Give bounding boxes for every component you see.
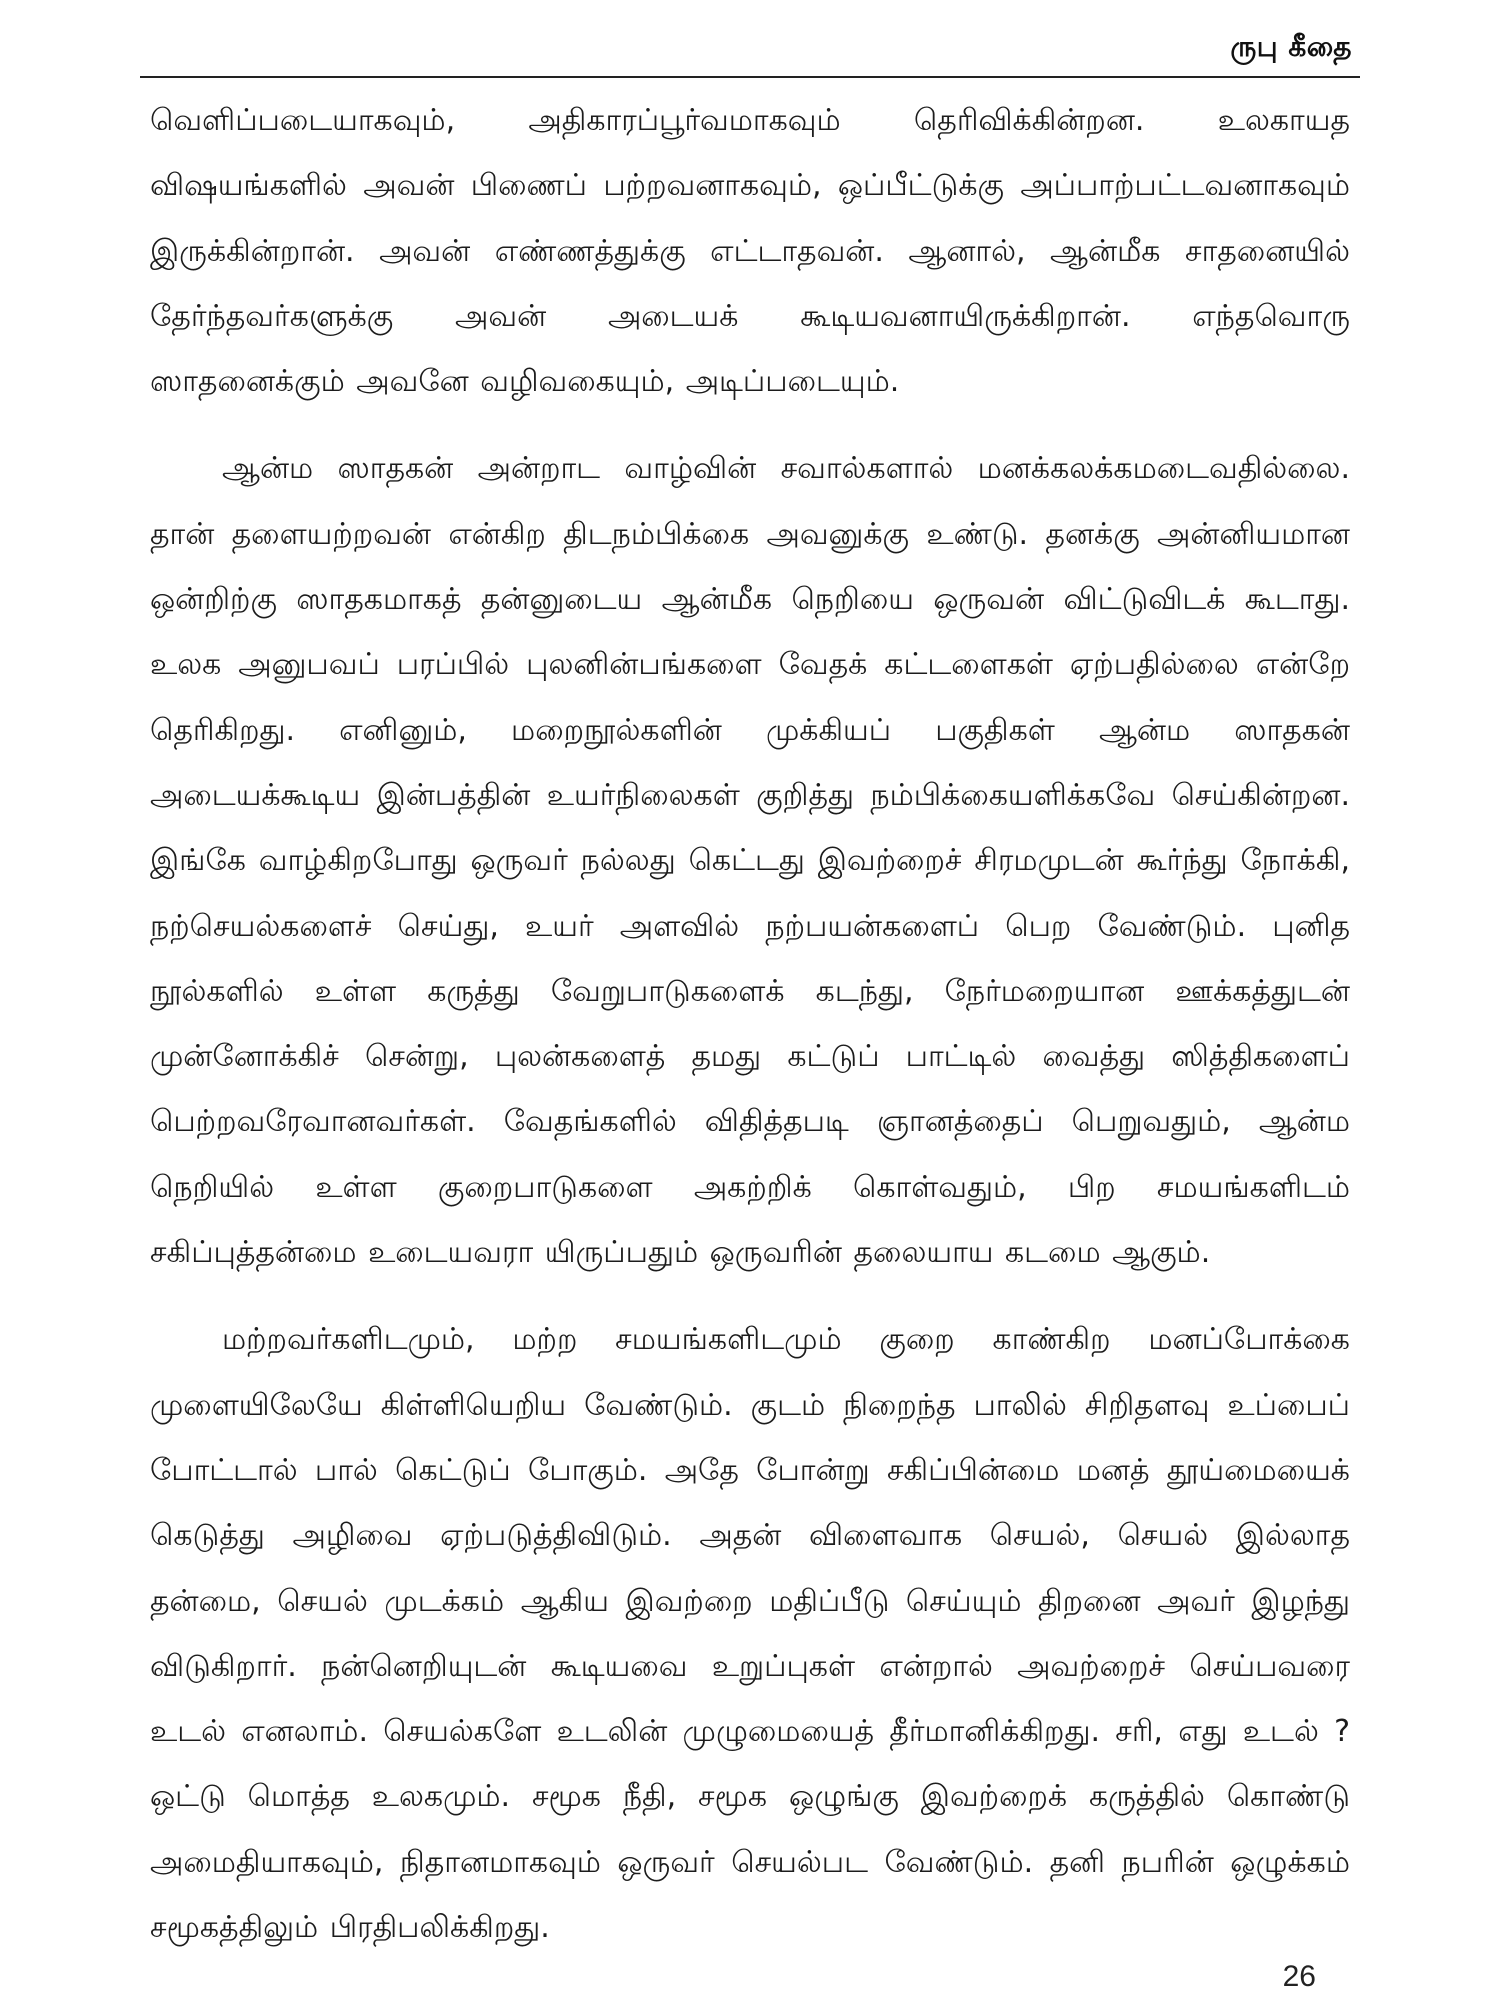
- paragraph-continuation: வெளிப்படையாகவும், அதிகாரப்பூர்வமாகவும் தெரிவிக்கின்றன. உலகாயத விஷயங்களில் அவன் பிணைப் பற்றவனாகவும், ஒப்பீட்டுக்கு அப்பாற்பட்டவனாகவும் இருக்கின்றான். அவன் எண்ணத்துக்கு எட்டாதவன். ஆனால், ஆன்மீக சாதனையில் தேர்ந்தவர்களுக்கு அவன் அடையக் கூடியவனாயிருக்கிறான். எந்தவொரு ஸாதனைக்கும் அவனே வழிவகையும், அடிப்படையும்.: [150, 103, 1350, 400]
- body-text: [150, 88, 1350, 1960]
- header-rule: [140, 76, 1360, 78]
- page-number: 26: [1282, 1960, 1316, 1993]
- paragraph-tolerance: மற்றவர்களிடமும், மற்ற சமயங்களிடமும் குறை காண்கிற மனப்போக்கை முளையிலேயே கிள்ளியெறிய வேண்டும். குடம் நிறைந்த பாலில் சிறிதளவு உப்பைப் போட்டால் பால் கெட்டுப் போகும். அதே போன்று சகிப்பின்மை மனத் தூய்மையைக் கெடுத்து அழிவை ஏற்படுத்திவிடும். அதன் விளைவாக செயல், செயல் இல்லாத தன்மை, செயல் முடக்கம் ஆகிய இவற்றை மதிப்பீடு செய்யும் திறனை அவர் இழந்து விடுகிறார். நன்னெறியுடன் கூடியவை உறுப்புகள் என்றால் அவற்றைச் செய்பவரை உடல் எனலாம். செயல்களே உடலின் முழுமையைத் தீர்மானிக்கிறது. சரி, எது உடல் ? ஒட்டு மொத்த உலகமும். சமூக நீதி, சமூக ஒழுங்கு இவற்றைக் கருத்தில் கொண்டு அமைதியாகவும், நிதானமாகவும் ஒருவர் செயல்பட வேண்டும். தனி நபரின் ஒழுக்கம் சமூகத்திலும் பிரதிபலிக்கிறது.: [150, 1322, 1350, 1946]
- paragraph-spiritual-seeker: ஆன்ம ஸாதகன் அன்றாட வாழ்வின் சவால்களால் மனக்கலக்கமடைவதில்லை. தான் தளையற்றவன் என்கிற திடநம்பிக்கை அவனுக்கு உண்டு. தனக்கு அன்னியமான ஒன்றிற்கு ஸாதகமாகத் தன்னுடைய ஆன்மீக நெறியை ஒருவன் விட்டுவிடக் கூடாது. உலக அனுபவப் பரப்பில் புலனின்பங்களை வேதக் கட்டளைகள் ஏற்பதில்லை என்றே தெரிகிறது. எனினும், மறைநூல்களின் முக்கியப் பகுதிகள் ஆன்ம ஸாதகன் அடையக்கூடிய இன்பத்தின் உயர்நிலைகள் குறித்து நம்பிக்கையளிக்கவே செய்கின்றன. இங்கே வாழ்கிறபோது ஒருவர் நல்லது கெட்டது இவற்றைச் சிரமமுடன் கூர்ந்து நோக்கி, நற்செயல்களைச் செய்து, உயர் அளவில் நற்பயன்களைப் பெற வேண்டும். புனித நூல்களில் உள்ள கருத்து வேறுபாடுகளைக் கடந்து, நேர்மறையான ஊக்கத்துடன் முன்னோக்கிச் சென்று, புலன்களைத் தமது கட்டுப் பாட்டில் வைத்து ஸித்திகளைப் பெற்றவரேவானவர்கள். வேதங்களில் விதித்தபடி ஞானத்தைப் பெறுவதும், ஆன்ம நெறியில் உள்ள குறைபாடுகளை அகற்றிக் கொள்வதும், பிற சமயங்களிடம் சகிப்புத்தன்மை உடையவரா யிருப்பதும் ஒருவரின் தலையாய கடமை ஆகும்.: [150, 451, 1350, 1271]
- running-head-title: ருபு கீதை: [1230, 30, 1352, 63]
